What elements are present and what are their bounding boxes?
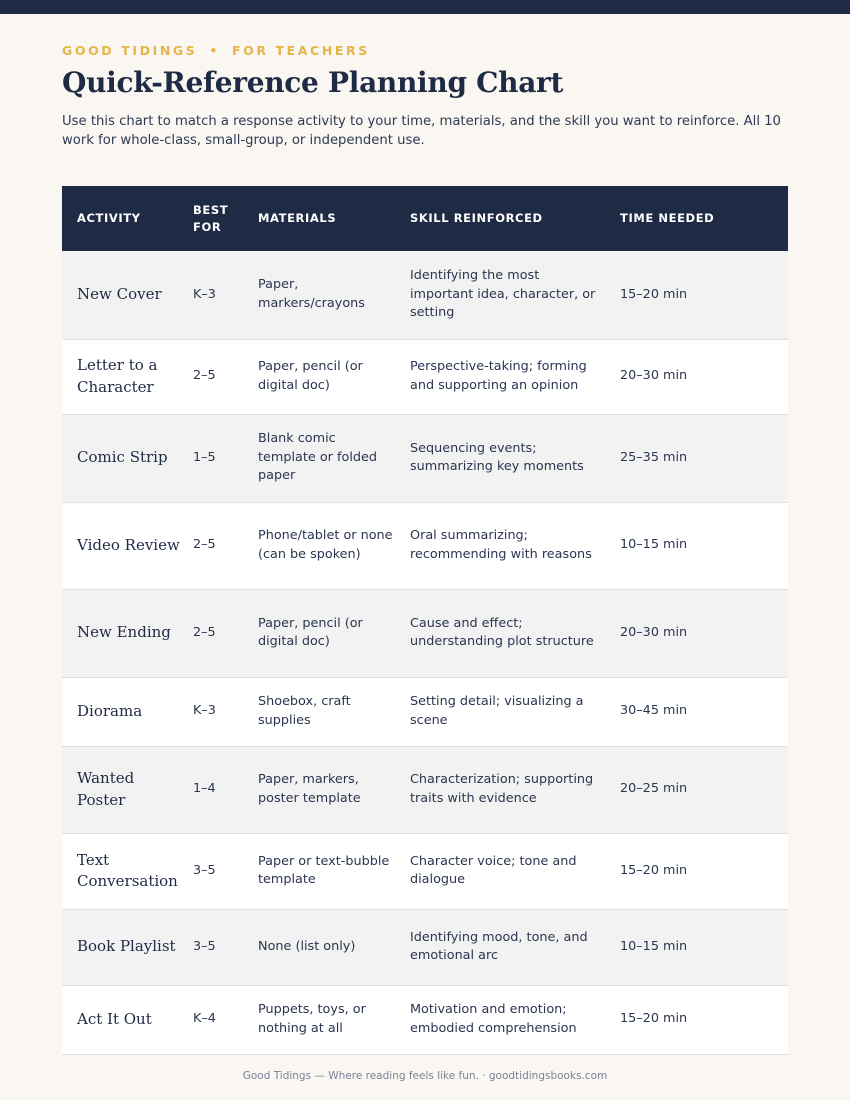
cell-skill: Setting detail; visualizing a scene <box>410 677 620 746</box>
cell-materials: Shoebox, craft supplies <box>258 677 410 746</box>
cell-activity: Book Playlist <box>62 909 193 985</box>
cell-best-for: 2–5 <box>193 589 258 677</box>
cell-materials: Blank comic template or folded paper <box>258 414 410 502</box>
cell-best-for: K–4 <box>193 985 258 1054</box>
cell-activity: Wanted Poster <box>62 746 193 833</box>
cell-activity: Act It Out <box>62 985 193 1054</box>
eyebrow-audience: FOR TEACHERS <box>231 43 370 58</box>
cell-best-for: K–3 <box>193 251 258 339</box>
cell-skill: Identifying the most important idea, character, or setting <box>410 251 620 339</box>
cell-materials: Paper, markers, poster template <box>258 746 410 833</box>
eyebrow <box>62 43 370 58</box>
cell-skill: Perspective-taking; forming and supporting an opinion <box>410 339 620 414</box>
cell-best-for: 1–4 <box>193 746 258 833</box>
page-title: Quick-Reference Planning Chart <box>62 66 564 99</box>
table-body <box>62 251 788 1054</box>
table-row <box>62 589 788 677</box>
cell-time: 30–45 min <box>620 677 788 746</box>
cell-best-for: 2–5 <box>193 502 258 589</box>
cell-activity: Text Conversation <box>62 833 193 909</box>
eyebrow-brand: GOOD TIDINGS <box>62 43 198 58</box>
table-row <box>62 502 788 589</box>
cell-skill: Identifying mood, tone, and emotional arc <box>410 909 620 985</box>
cell-skill: Character voice; tone and dialogue <box>410 833 620 909</box>
cell-time: 15–20 min <box>620 833 788 909</box>
cell-time: 20–25 min <box>620 746 788 833</box>
cell-activity: Diorama <box>62 677 193 746</box>
column-header-activity: ACTIVITY <box>62 186 193 251</box>
cell-best-for: 1–5 <box>193 414 258 502</box>
table-row <box>62 339 788 414</box>
cell-best-for: K–3 <box>193 677 258 746</box>
top-accent-bar <box>0 0 850 14</box>
cell-activity: New Cover <box>62 251 193 339</box>
cell-skill: Sequencing events; summarizing key moments <box>410 414 620 502</box>
cell-skill: Characterization; supporting traits with evidence <box>410 746 620 833</box>
table-header <box>62 186 788 251</box>
cell-time: 20–30 min <box>620 589 788 677</box>
table-row <box>62 909 788 985</box>
cell-time: 10–15 min <box>620 502 788 589</box>
column-header-time: TIME NEEDED <box>620 186 788 251</box>
cell-activity: Video Review <box>62 502 193 589</box>
cell-activity: New Ending <box>62 589 193 677</box>
eyebrow-separator: • <box>209 43 220 58</box>
column-header-best-for: BEST FOR <box>193 186 258 251</box>
cell-activity: Letter to a Character <box>62 339 193 414</box>
intro-text: Use this chart to match a response activity to your time, materials, and the skill you want to reinforce. All 10 work for whole-class, small-group, or independent use. <box>62 114 781 148</box>
table-row <box>62 746 788 833</box>
cell-best-for: 2–5 <box>193 339 258 414</box>
cell-best-for: 3–5 <box>193 909 258 985</box>
cell-materials: Paper, markers/crayons <box>258 251 410 339</box>
cell-activity: Comic Strip <box>62 414 193 502</box>
cell-time: 20–30 min <box>620 339 788 414</box>
header-row <box>62 186 788 251</box>
table-row <box>62 833 788 909</box>
column-header-skill: SKILL REINFORCED <box>410 186 620 251</box>
table-row <box>62 985 788 1054</box>
cell-materials: Paper or text-bubble template <box>258 833 410 909</box>
cell-time: 10–15 min <box>620 909 788 985</box>
cell-materials: Phone/tablet or none (can be spoken) <box>258 502 410 589</box>
cell-time: 15–20 min <box>620 985 788 1054</box>
column-header-materials: MATERIALS <box>258 186 410 251</box>
cell-best-for: 3–5 <box>193 833 258 909</box>
table-row <box>62 414 788 502</box>
cell-materials: Puppets, toys, or nothing at all <box>258 985 410 1054</box>
footer-text: Good Tidings — Where reading feels like fun. · goodtidingsbooks.com <box>242 1070 608 1082</box>
cell-time: 15–20 min <box>620 251 788 339</box>
cell-materials: None (list only) <box>258 909 410 985</box>
cell-skill: Cause and effect; understanding plot structure <box>410 589 620 677</box>
planning-chart-table <box>62 186 788 1055</box>
cell-skill: Motivation and emotion; embodied comprehension <box>410 985 620 1054</box>
cell-materials: Paper, pencil (or digital doc) <box>258 589 410 677</box>
table-row <box>62 677 788 746</box>
cell-materials: Paper, pencil (or digital doc) <box>258 339 410 414</box>
cell-time: 25–35 min <box>620 414 788 502</box>
table-row <box>62 251 788 339</box>
cell-skill: Oral summarizing; recommending with reasons <box>410 502 620 589</box>
